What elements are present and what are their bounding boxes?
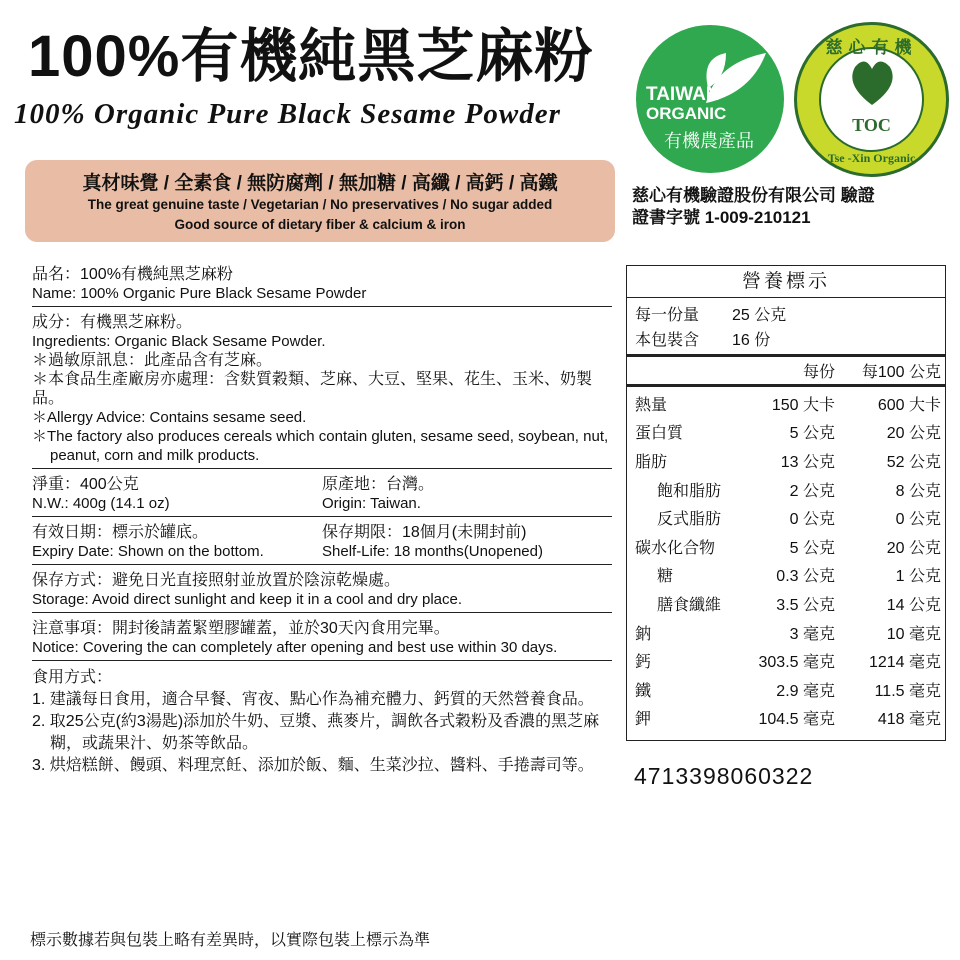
expiry-zh: 有效日期：標示於罐底。 [32,524,209,541]
nutrition-row [627,475,945,504]
per-serving-value: 2.9 毫克 [776,682,835,700]
certification-info [632,185,875,229]
per-100g-value: 11.5 毫克 [874,682,941,700]
per-100g-value: 10 毫克 [886,625,941,643]
nutrient-name: 反式脂肪 [657,511,722,529]
weight-zh: 淨重：400公克 [32,476,139,493]
nutrition-row [627,646,945,675]
nutrition-row [627,618,945,647]
notice-zh: 注意事項：開封後請蓋緊塑膠罐蓋，並於30天內食用完畢。 [32,620,450,637]
logo-text: TOC [852,115,891,135]
storage-zh: 保存方式：避免日光直接照射並放置於陰涼乾燥處。 [32,572,401,589]
shelf-life-zh: 保存期限：18個月(未開封前) [322,524,527,541]
logo-text: Tse -Xin Organic [827,151,916,165]
nutrient-name: 鐵 [635,682,652,700]
per-100g-value: 600 大卡 [877,396,941,414]
usage-item: 2. 取25公克(約3湯匙)添加於牛奶、豆漿、燕麥片，調飲各式穀粉及香濃的黑芝麻糊，或蔬果汁、奶茶等飲品。 [32,713,600,752]
per-serving-value: 104.5 毫克 [758,711,835,729]
serving-value: 25 公克 [732,307,787,324]
factory-en: ＊The factory also produces cereals which contain gluten, sesame seed, soybean, nut, peanut, corn and milk products. [32,428,609,464]
allergy-zh: ＊過敏原訊息：此產品含有芝麻。 [32,352,273,369]
per-serving-value: 303.5 毫克 [758,654,835,672]
features-en-2: Good source of dietary fiber & calcium & iron [174,217,466,232]
footer-disclaimer: 標示數據若與包裝上略有差異時，以實際包裝上標示為準 [30,932,431,949]
per-serving-value: 0.3 公克 [776,568,835,586]
nutrient-name: 熱量 [635,396,668,414]
weight-en: N.W.: 400g (14.1 oz) [32,495,170,512]
cert-company: 慈心有機驗證股份有限公司 驗證 [632,186,875,205]
barcode-number: 4713398060322 [634,763,814,789]
serving-label: 每一份量 [635,307,700,324]
per-100g-value: 1 公克 [895,568,941,586]
nutrition-row [627,589,945,618]
nutrition-row [627,503,945,532]
name-en: Name: 100% Organic Pure Black Sesame Powder [32,285,367,302]
nutrition-row [627,389,945,418]
shelf-life-en: Shelf-Life: 18 months(Unopened) [322,543,543,560]
per-serving-value: 2 公克 [789,482,835,500]
toc-logo [794,22,949,177]
notice-en: Notice: Covering the can completely after opening and best use within 30 days. [32,639,558,656]
per-100g-value: 20 公克 [886,539,941,557]
product-title-zh: 100%有機純黑芝麻粉 [28,24,594,89]
nutrition-title: 營養標示 [627,266,945,298]
taiwan-organic-logo [636,25,784,173]
origin-zh: 原產地：台灣。 [322,476,435,493]
nutrition-row [627,446,945,475]
nutrient-name: 蛋白質 [635,425,684,443]
usage-item: 3. 烘焙糕餅、饅頭、料理烹飪、添加於飯、麵、生菜沙拉、醬料、手捲壽司等。 [32,757,594,774]
col-per-100g: 每100 公克 [861,364,941,381]
features-zh: 真材味覺 / 全素食 / 無防腐劑 / 無加糖 / 高纖 / 高鈣 / 高鐵 [82,173,558,194]
logo-text: ORGANIC [646,104,727,123]
feature-banner [25,160,615,242]
nutrient-name: 鉀 [635,711,652,729]
col-per-serving: 每份 [802,364,835,381]
product-info [32,262,612,777]
nutrition-row [627,418,945,447]
ingredients-zh: 成分：有機黑芝麻粉。 [32,314,193,331]
per-serving-value: 5 公克 [789,425,835,443]
per-100g-value: 418 毫克 [877,711,941,729]
logo-text: TAIWAN [646,84,720,105]
nutrient-name: 鈣 [635,654,652,672]
per-100g-value: 52 公克 [886,453,941,471]
nutrition-table [626,265,946,741]
nutrient-name: 飽和脂肪 [657,482,722,500]
storage-en: Storage: Avoid direct sunlight and keep it in a cool and dry place. [32,591,462,608]
usage-item: 1. 建議每日食用，適合早餐、宵夜、點心作為補充體力、鈣質的天然營養食品。 [32,691,594,708]
name-zh: 品名：100%有機純黑芝麻粉 [32,266,233,283]
ingredients-en: Ingredients: Organic Black Sesame Powder. [32,333,326,350]
logo-text: 有機農產品 [664,131,754,151]
logo-text: 慈心有機 [825,38,918,57]
per-serving-value: 13 公克 [780,453,835,471]
per-100g-value: 20 公克 [886,425,941,443]
allergy-en: ＊Allergy Advice: Contains sesame seed. [32,409,307,426]
nutrition-row [627,561,945,590]
usage-title: 食用方式： [32,669,113,686]
per-serving-value: 0 公克 [789,511,835,529]
per-serving-value: 5 公克 [789,539,835,557]
cert-number: 證書字號 1-009-210121 [632,208,811,227]
nutrient-name: 膳食纖維 [657,596,722,614]
per-100g-value: 0 公克 [895,511,941,529]
product-title-en: 100% Organic Pure Black Sesame Powder [14,98,561,130]
origin-en: Origin: Taiwan. [322,495,421,512]
per-serving-value: 3 毫克 [789,625,835,643]
per-serving-value: 3.5 公克 [776,596,835,614]
pack-value: 16 份 [732,332,771,349]
nutrient-name: 糖 [657,568,674,586]
nutrition-row [627,704,945,733]
nutrition-row [627,675,945,704]
expiry-en: Expiry Date: Shown on the bottom. [32,543,264,560]
heart-leaf-icon [845,55,900,110]
nutrition-row [627,532,945,561]
nutrient-name: 脂肪 [635,453,668,471]
pack-label: 本包裝含 [635,332,700,349]
per-100g-value: 8 公克 [895,482,941,500]
per-100g-value: 14 公克 [886,596,941,614]
nutrition-rows [627,387,945,732]
factory-zh: ＊本食品生產廠房亦處理：含麩質穀類、芝麻、大豆、堅果、花生、玉米、奶製品。 [32,371,593,407]
per-100g-value: 1214 毫克 [868,654,941,672]
nutrient-name: 碳水化合物 [635,539,716,557]
nutrient-name: 鈉 [635,625,652,643]
features-en-1: The great genuine taste / Vegetarian / No preservatives / No sugar added [87,197,553,212]
per-serving-value: 150 大卡 [771,396,835,414]
